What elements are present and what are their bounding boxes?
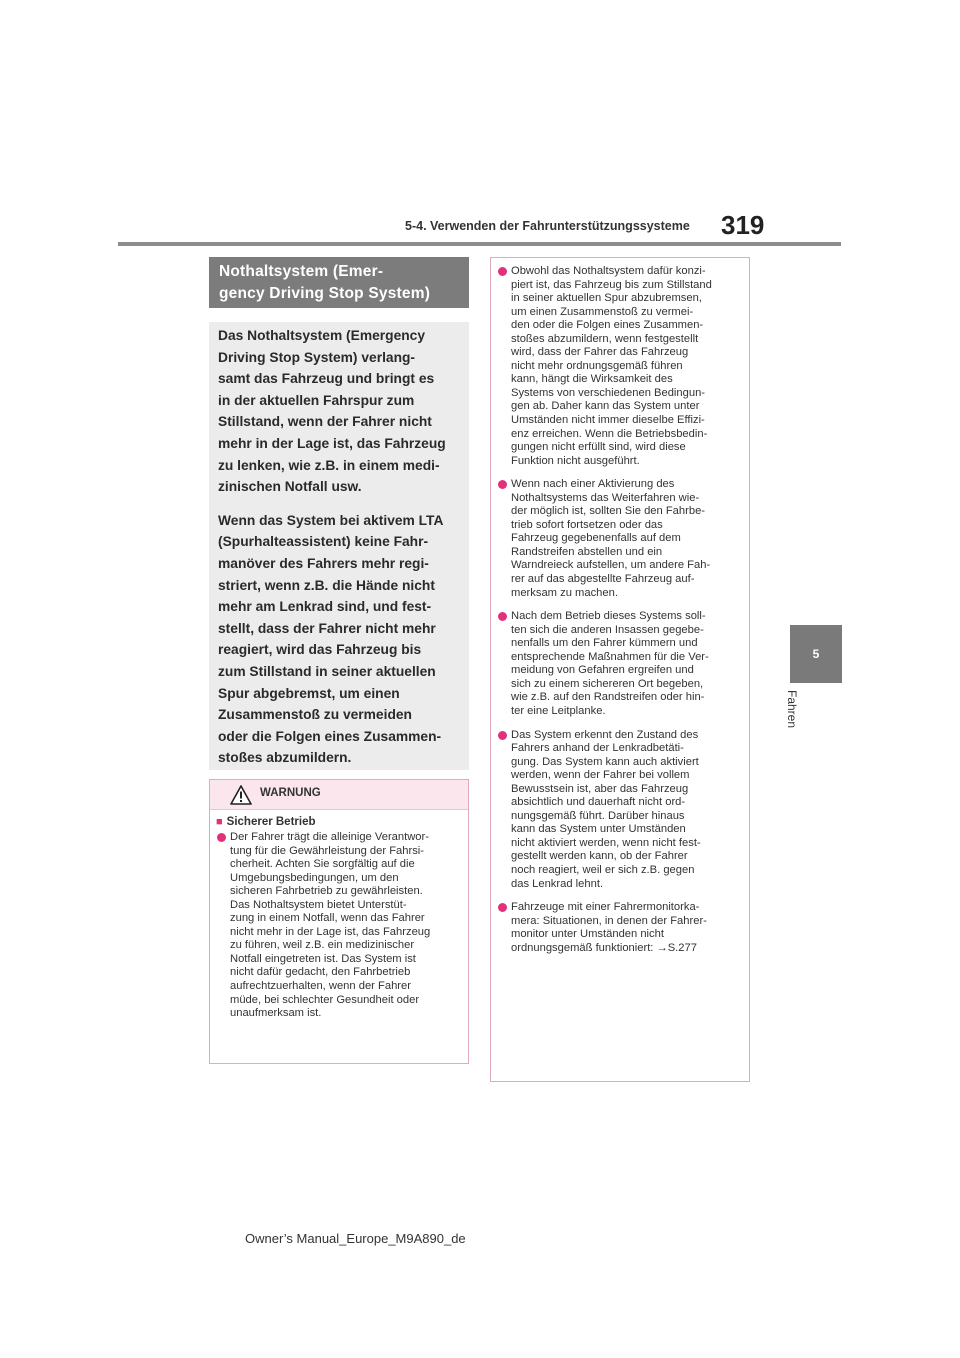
text-line: werden, wenn der Fahrer bei vollem	[511, 769, 690, 782]
text-line: piert ist, das Fahrzeug bis zum Stillstand	[511, 278, 712, 291]
chapter-label: Fahren	[785, 690, 799, 729]
text-line: müde, bei schlechter Gesundheit oder	[230, 993, 420, 1006]
text-line: mehr am Lenkrad sind, und fest-	[218, 599, 432, 615]
warning-bullet	[216, 831, 462, 1021]
text-line: Bewusstsein ist, aber das Fahrzeug	[511, 782, 689, 795]
text-line: kann das System unter Umständen	[511, 823, 686, 836]
bullet-dot-icon	[217, 833, 226, 842]
text-line: in der aktuellen Fahrspur zum	[218, 392, 415, 408]
text-line: um einen Zusammenstoß zu vermei-	[511, 305, 694, 318]
text-line: noch reagiert, weil er sich z.B. gegen	[511, 863, 695, 876]
intro-paragraph-2	[218, 510, 461, 769]
text-line: der möglich ist, sollten Sie den Fahrbe-	[511, 505, 706, 518]
bullet-dot-icon	[498, 480, 507, 489]
warning-box	[209, 779, 469, 1064]
text-line: sicheren Fahrbetrieb zu gewährleisten.	[230, 885, 423, 898]
text-line: Stillstand, wenn der Fahrer nicht	[218, 414, 432, 430]
text-line: merksam zu machen.	[511, 586, 618, 599]
text-line: sich zu einem sichereren Ort begeben,	[511, 677, 704, 690]
text-line: Warndreieck aufstellen, um andere Fah-	[511, 559, 711, 572]
text-line: gen ab. Daher kann das System unter	[511, 400, 700, 413]
text-line: rer auf das abgestellte Fahrzeug auf-	[511, 573, 695, 586]
text-line: gungen nicht erfüllt sind, wird diese	[511, 441, 686, 454]
text-line[interactable]: ordnungsgemäß funktioniert: →S.277	[511, 941, 697, 954]
page-number: 319	[721, 210, 765, 240]
list-item	[497, 265, 743, 468]
text-line: stoßes abzumildern.	[218, 750, 352, 766]
text-line: monitor unter Umständen nicht	[511, 928, 664, 941]
text-line: Umgebungsbedingungen, um den	[230, 871, 399, 884]
warning-label: WARNUNG	[260, 787, 321, 799]
list-item	[497, 729, 743, 892]
intro-box	[209, 322, 469, 770]
text-line: ter eine Leitplanke.	[511, 704, 606, 717]
text-line: manöver des Fahrers mehr regi-	[218, 555, 429, 571]
text-line: zinischen Notfall usw.	[218, 479, 362, 495]
text-line: Fahrzeuge mit einer Fahrermonitorka-	[511, 901, 700, 914]
text-line: Wenn das System bei aktivem LTA	[218, 512, 444, 528]
footer-manual-id: Owner’s Manual_Europe_M9A890_de	[245, 1231, 466, 1246]
text-line: tung für die Gewährleistung der Fahrsi-	[230, 844, 425, 857]
text-line: nicht aktiviert werden, wenn nicht fest-	[511, 836, 701, 849]
square-bullet-icon: ■	[216, 816, 223, 828]
text-line: entsprechende Maßnahmen für die Ver-	[511, 650, 709, 663]
text-line: trieb sofort fortsetzen oder das	[511, 518, 663, 531]
text-line: nenfalls um den Fahrer kümmern und	[511, 637, 698, 650]
text-line: den oder die Folgen eines Zusammen-	[511, 319, 704, 332]
text-line: nungsgemäß führt. Darüber hinaus	[511, 809, 685, 822]
warning-header	[210, 780, 468, 810]
warning-triangle-icon	[230, 785, 252, 805]
text-line: meidung von Gefahren ergreifen und	[511, 664, 694, 677]
list-item	[497, 478, 743, 600]
text-line: oder die Folgen eines Zusammen-	[218, 728, 442, 744]
bullet-dot-icon	[498, 731, 507, 740]
text-line: Umständen nicht immer dieselbe Effizi-	[511, 414, 705, 427]
text-line: samt das Fahrzeug und bringt es	[218, 371, 435, 387]
text-line: Notfall eingetreten ist. Das System ist	[230, 952, 416, 965]
text-line: aufrechtzuerhalten, wenn der Fahrer	[230, 980, 411, 993]
text-line: in seiner aktuellen Spur abzubremsen,	[511, 292, 702, 305]
warning-subheading	[216, 816, 462, 828]
text-line: unaufmerksam ist.	[230, 1007, 322, 1020]
text-line: zung in einem Notfall, wenn das Fahrer	[230, 912, 425, 925]
text-line: absichtlich und dauerhaft nicht ord-	[511, 796, 686, 809]
text-line: Driving Stop System) verlang-	[218, 349, 416, 365]
text-line: stellt, dass der Fahrer nicht mehr	[218, 620, 436, 636]
text-line: enz erreichen. Wenn die Betriebsbedin-	[511, 427, 708, 440]
bullet-dot-icon	[498, 903, 507, 912]
text-line: reagiert, wird das Fahrzeug bis	[218, 642, 422, 658]
list-item	[497, 901, 743, 955]
header-divider	[118, 242, 841, 246]
text-line: Spur abgebremst, um einen	[218, 685, 400, 701]
text-line: mera: Situationen, in denen der Fahrer-	[511, 914, 707, 927]
text-line: striert, wenn z.B. die Hände nicht	[218, 577, 435, 593]
text-line: Das Nothaltsystem (Emergency	[218, 328, 426, 343]
text-line: nicht mehr ordnungsgemäß führen	[511, 359, 683, 372]
text-line: Das Nothaltsystem bietet Unterstüt-	[230, 898, 407, 911]
text-line: kann, hängt die Wirksamkeit des	[511, 373, 673, 386]
text-line: das Lenkrad lehnt.	[511, 877, 604, 890]
text-line: (Spurhalteassistent) keine Fahr-	[218, 534, 429, 550]
running-header: 5-4. Verwenden der Fahrunterstützungssysteme	[405, 219, 690, 233]
warning-subheading-text: Sicherer Betrieb	[226, 816, 316, 828]
text-line: cherheit. Achten Sie sorgfältig auf die	[230, 858, 415, 871]
section-title-line: gency Driving Stop System)	[219, 285, 431, 302]
text-line: nicht mehr in der Lage ist, das Fahrzeug	[230, 925, 431, 938]
text-line: gestellt werden kann, ob der Fahrer	[511, 850, 688, 863]
text-line: Funktion nicht ausgeführt.	[511, 454, 640, 467]
text-line: zum Stillstand in seiner aktuellen	[218, 663, 436, 679]
text-line: Nach dem Betrieb dieses Systems soll-	[511, 610, 706, 623]
text-line: zu lenken, wie z.B. in einem medi-	[218, 457, 440, 473]
section-title-line: Nothaltsystem (Emer-	[219, 263, 384, 280]
intro-paragraph-1	[218, 325, 461, 498]
list-item	[497, 610, 743, 718]
text-line: Zusammenstoß zu vermeiden	[218, 707, 412, 723]
text-line: ten sich die anderen Insassen gegebe-	[511, 623, 704, 636]
bullet-dot-icon	[498, 267, 507, 276]
text-line: Der Fahrer trägt die alleinige Verantwor-	[230, 831, 429, 843]
text-line: wird, dass der Fahrer das Fahrzeug	[511, 346, 689, 359]
text-line: nicht dafür gedacht, den Fahrbetrieb	[230, 966, 411, 979]
text-line: Nothaltsystems das Weiterfahren wie-	[511, 491, 700, 504]
text-line: zu führen, weil z.B. ein medizinischer	[230, 939, 415, 952]
text-line: Obwohl das Nothaltsystem dafür konzi-	[511, 265, 706, 277]
text-line: Das System erkennt den Zustand des	[511, 728, 699, 741]
text-line: wie z.B. auf den Randstreifen oder hin-	[511, 691, 705, 704]
text-line: Randstreifen abstellen und ein	[511, 545, 663, 558]
section-title	[209, 257, 469, 308]
warning-body	[210, 810, 468, 1021]
text-line: gung. Das System kann auch aktiviert	[511, 755, 699, 768]
text-line: Wenn nach einer Aktivierung des	[511, 478, 675, 491]
text-line: stoßes abzumildern, wenn festgestellt	[511, 332, 699, 345]
bullet-dot-icon	[498, 612, 507, 621]
text-line: Fahrers anhand der Lenkradbetäti-	[511, 742, 684, 755]
text-line: Fahrzeug gegebenenfalls auf dem	[511, 532, 681, 545]
text-line: mehr in der Lage ist, das Fahrzeug	[218, 435, 446, 451]
chapter-tab: 5	[790, 625, 842, 683]
text-line: Systems von verschiedenen Bedingun-	[511, 386, 706, 399]
caution-notes-box	[490, 257, 750, 1082]
